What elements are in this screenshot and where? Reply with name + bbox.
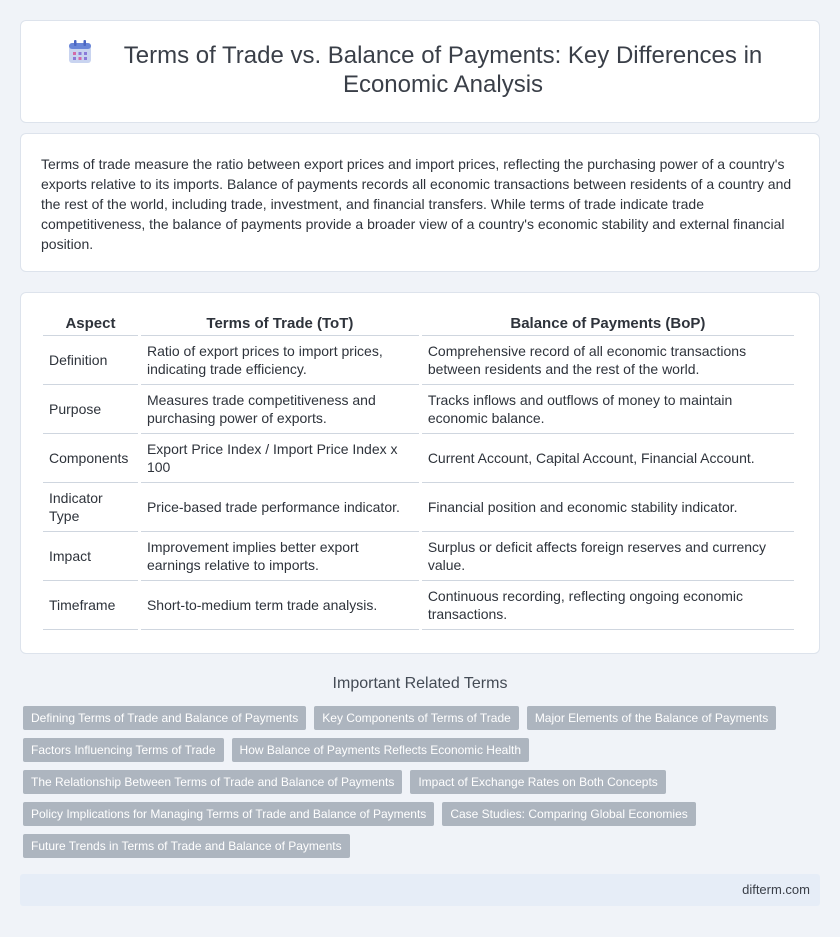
chip-row <box>23 738 813 762</box>
row-bop-value: Surplus or deficit affects foreign reserves and currency value. <box>422 532 794 581</box>
related-term-link[interactable]: Factors Influencing Terms of Trade <box>23 738 224 762</box>
related-term-link[interactable]: Major Elements of the Balance of Payments <box>527 706 776 730</box>
row-aspect: Purpose <box>43 385 138 434</box>
related-term-link[interactable]: The Relationship Between Terms of Trade and Balance of Payments <box>23 770 402 794</box>
comparison-card <box>20 292 820 654</box>
header-terms-of-trade: Terms of Trade (ToT) <box>141 313 419 336</box>
row-tot-value: Ratio of export prices to import prices, indicating trade efficiency. <box>141 336 419 385</box>
row-tot-value: Export Price Index / Import Price Index x 100 <box>141 434 419 483</box>
row-aspect: Components <box>43 434 138 483</box>
footer <box>20 874 820 906</box>
row-bop-value: Comprehensive record of all economic transactions between residents and the rest of the world. <box>422 336 794 385</box>
related-term-link[interactable]: How Balance of Payments Reflects Economic Health <box>232 738 529 762</box>
row-tot-value: Price-based trade performance indicator. <box>141 483 419 532</box>
calendar-icon <box>67 39 93 65</box>
row-bop-value: Tracks inflows and outflows of money to maintain economic balance. <box>422 385 794 434</box>
row-tot-value: Short-to-medium term trade analysis. <box>141 581 419 630</box>
table-row <box>43 532 794 581</box>
header-aspect: Aspect <box>43 313 138 336</box>
related-terms-list <box>23 706 813 866</box>
row-bop-value: Continuous recording, reflecting ongoing economic transactions. <box>422 581 794 630</box>
table-row <box>43 385 794 434</box>
row-bop-value: Current Account, Capital Account, Financial Account. <box>422 434 794 483</box>
related-term-link[interactable]: Future Trends in Terms of Trade and Balance of Payments <box>23 834 350 858</box>
row-aspect: Timeframe <box>43 581 138 630</box>
page-title: Terms of Trade vs. Balance of Payments: Key Differences in Economic Analysis <box>123 41 763 98</box>
related-term-link[interactable]: Case Studies: Comparing Global Economies <box>442 802 695 826</box>
table-row <box>43 581 794 630</box>
footer-site-link[interactable]: difterm.com <box>742 882 810 897</box>
row-bop-value: Financial position and economic stability indicator. <box>422 483 794 532</box>
related-terms-heading: Important Related Terms <box>332 675 508 692</box>
chip-row <box>23 834 813 858</box>
table-row <box>43 336 794 385</box>
header-balance-of-payments: Balance of Payments (BoP) <box>422 313 794 336</box>
row-aspect: Definition <box>43 336 138 385</box>
related-term-link[interactable]: Policy Implications for Managing Terms of Trade and Balance of Payments <box>23 802 434 826</box>
row-aspect: Impact <box>43 532 138 581</box>
comparison-table <box>40 313 797 630</box>
intro-card <box>20 133 820 272</box>
title-wrap <box>27 17 813 99</box>
row-aspect: Indicator Type <box>43 483 138 532</box>
row-tot-value: Measures trade competitiveness and purchasing power of exports. <box>141 385 419 434</box>
related-term-link[interactable]: Defining Terms of Trade and Balance of Payments <box>23 706 306 730</box>
table-row <box>43 483 794 532</box>
table-row <box>43 434 794 483</box>
intro-paragraph: Terms of trade measure the ratio between export prices and import prices, reflecting the purchasing power of a country's exports relative to its imports. Balance of payments records all economic transactions between residents of a country and the rest of the world, including trade, investment, and financial transfers. While terms of trade indicate trade competitiveness, the balance of payments provide a broader view of a country's economic stability and external financial position. <box>41 156 792 252</box>
title-card <box>20 20 820 123</box>
chip-row <box>23 770 813 794</box>
related-term-link[interactable]: Key Components of Terms of Trade <box>314 706 519 730</box>
chip-row <box>23 802 813 826</box>
chip-row <box>23 706 813 730</box>
table-header-row <box>43 313 794 336</box>
related-term-link[interactable]: Impact of Exchange Rates on Both Concepts <box>410 770 665 794</box>
row-tot-value: Improvement implies better export earnings relative to imports. <box>141 532 419 581</box>
